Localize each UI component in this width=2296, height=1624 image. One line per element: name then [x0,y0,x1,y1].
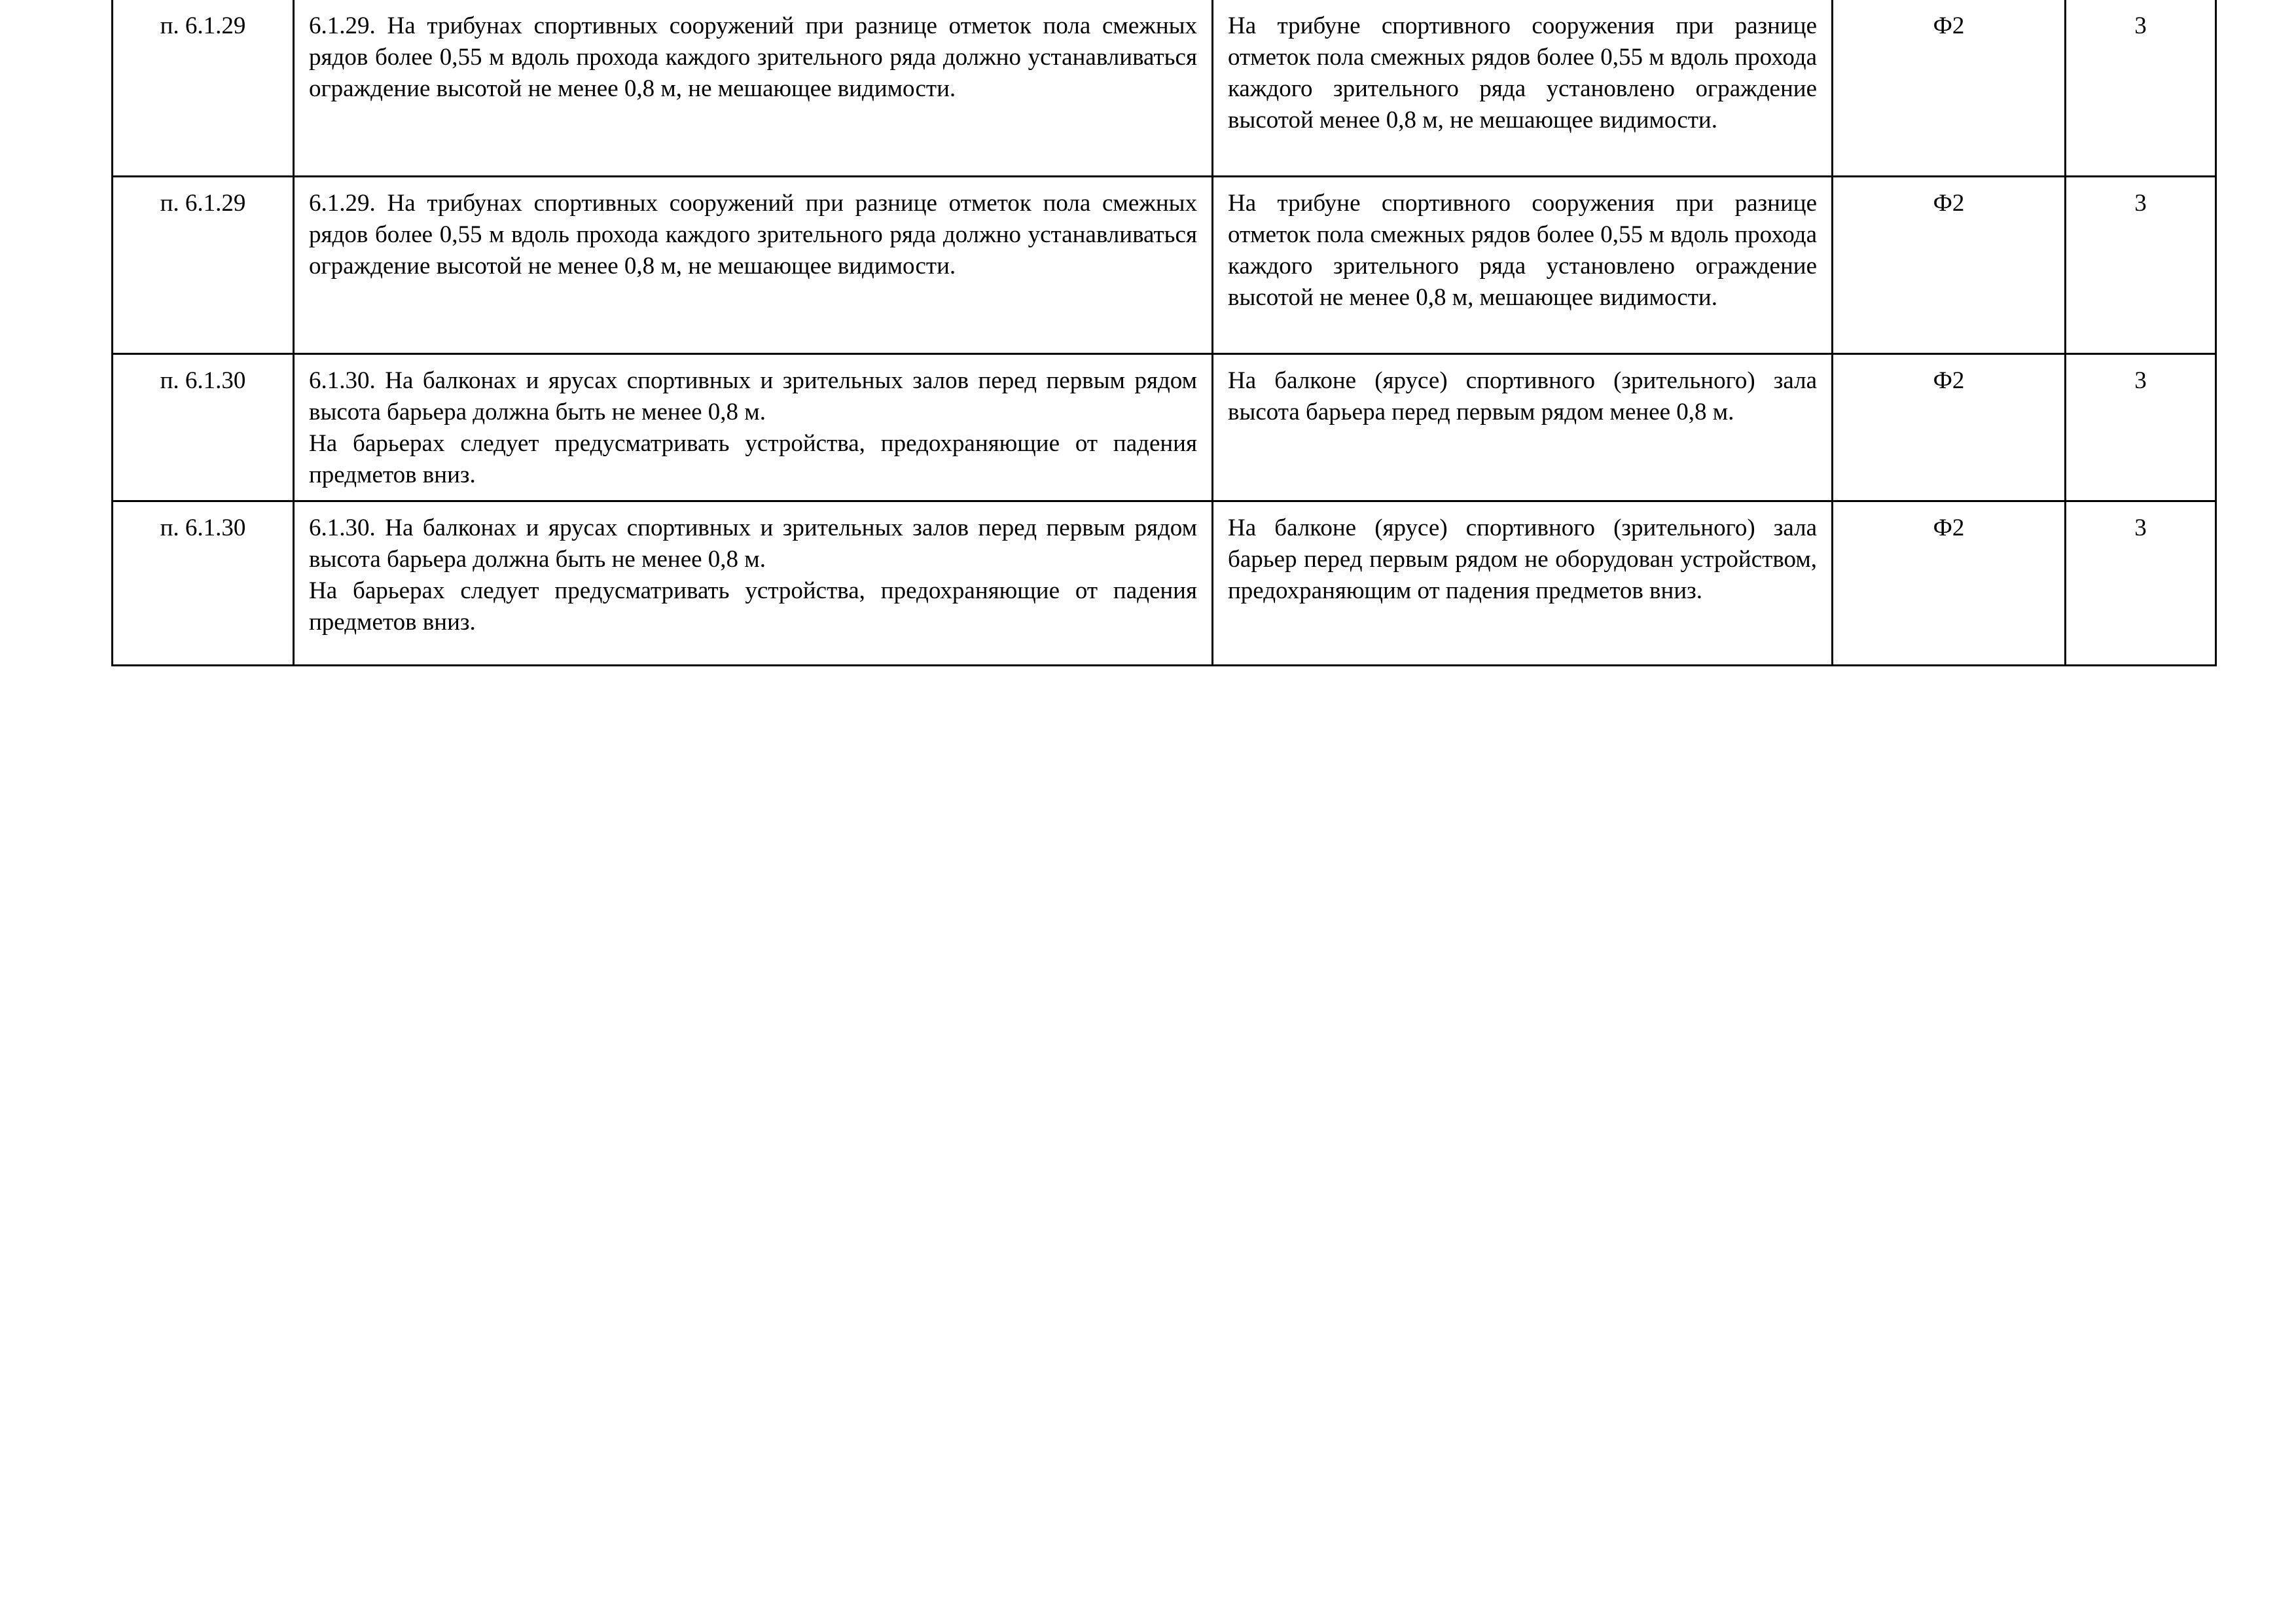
document-page [111,0,2215,666]
category-cell: 3 [2066,0,2216,177]
class-cell: Ф2 [1833,0,2066,177]
requirement-text-cell [294,0,1213,177]
table-row [113,177,2216,354]
violation-text-cell [1213,0,1833,177]
requirement-paragraph: 6.1.30. На балконах и ярусах спортивных и зрительных залов перед первым рядом высота барьера должна быть не менее 0,8 м. [309,514,1197,573]
clause-reference-cell: п. 6.1.29 [113,0,294,177]
requirements-table [111,0,2217,666]
requirement-paragraph: На барьерах следует предусматривать устройства, предохраняющие от падения предметов вниз. [309,577,1197,636]
violation-paragraph: На балконе (ярусе) спортивного (зрительного) зала высота барьера перед первым рядом менее 0,8 м. [1228,367,1817,425]
table-row [113,0,2216,177]
requirement-paragraph: 6.1.29. На трибунах спортивных сооружений при разнице отметок пола смежных рядов более 0,55 м вдоль прохода каждого зрительного ряда должно устанавливаться ограждение высотой не менее 0,8 м, не мешающее видимости. [309,12,1197,102]
requirement-text-cell [294,501,1213,666]
class-cell: Ф2 [1833,501,2066,666]
class-cell: Ф2 [1833,354,2066,501]
violation-text-cell [1213,501,1833,666]
class-cell: Ф2 [1833,177,2066,354]
category-cell: 3 [2066,354,2216,501]
category-cell: 3 [2066,501,2216,666]
requirement-text-cell [294,177,1213,354]
clause-reference-cell: п. 6.1.30 [113,501,294,666]
violation-paragraph: На трибуне спортивного сооружения при разнице отметок пола смежных рядов более 0,55 м вдоль прохода каждого зрительного ряда установлено ограждение высотой менее 0,8 м, не мешающее видимости. [1228,12,1817,134]
category-cell: 3 [2066,177,2216,354]
clause-reference-cell: п. 6.1.30 [113,354,294,501]
requirement-paragraph: На барьерах следует предусматривать устройства, предохраняющие от падения предметов вниз. [309,430,1197,488]
violation-text-cell [1213,354,1833,501]
violation-text-cell [1213,177,1833,354]
table-row [113,354,2216,501]
requirement-paragraph: 6.1.30. На балконах и ярусах спортивных и зрительных залов перед первым рядом высота барьера должна быть не менее 0,8 м. [309,367,1197,425]
table-row [113,501,2216,666]
violation-paragraph: На трибуне спортивного сооружения при разнице отметок пола смежных рядов более 0,55 м вдоль прохода каждого зрительного ряда установлено ограждение высотой не менее 0,8 м, мешающее видимости. [1228,190,1817,311]
violation-paragraph: На балконе (ярусе) спортивного (зрительного) зала барьер перед первым рядом не оборудован устройством, предохраняющим от падения предметов вниз. [1228,514,1817,604]
requirement-text-cell [294,354,1213,501]
requirement-paragraph: 6.1.29. На трибунах спортивных сооружений при разнице отметок пола смежных рядов более 0,55 м вдоль прохода каждого зрительного ряда должно устанавливаться ограждение высотой не менее 0,8 м, не мешающее видимости. [309,190,1197,280]
clause-reference-cell: п. 6.1.29 [113,177,294,354]
